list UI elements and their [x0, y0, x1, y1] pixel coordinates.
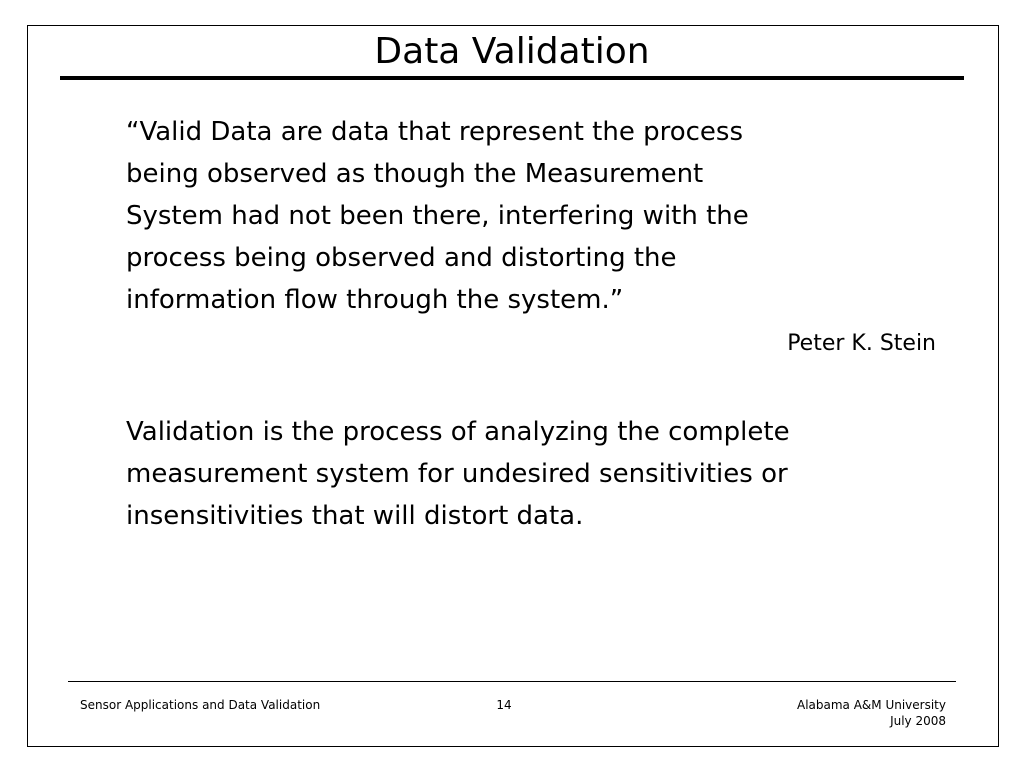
quote-line: “Valid Data are data that represent the process [126, 117, 743, 147]
footer-divider [68, 681, 956, 682]
title-underline [60, 76, 964, 80]
footer-date: July 2008 [890, 714, 946, 728]
definition-paragraph [126, 411, 966, 537]
slide-title: Data Validation [374, 31, 650, 72]
quote-line: process being observed and distorting the [126, 243, 677, 273]
footer-course-title: Sensor Applications and Data Validation [80, 698, 321, 712]
quote-line: being observed as though the Measurement [126, 159, 704, 189]
quote-line: System had not been there, interfering with the [126, 201, 749, 231]
definition-line: Validation is the process of analyzing the complete [126, 417, 790, 447]
definition-line: measurement system for undesired sensitivities or [126, 459, 788, 489]
footer-university: Alabama A&M University [797, 698, 946, 712]
quote-block [126, 111, 946, 321]
quote-author: Peter K. Stein [787, 331, 936, 356]
footer-institution [797, 697, 946, 729]
definition-line: insensitivities that will distort data. [126, 501, 584, 531]
quote-line: information flow through the system.” [126, 285, 624, 315]
footer-page-number: 14 [496, 698, 512, 712]
